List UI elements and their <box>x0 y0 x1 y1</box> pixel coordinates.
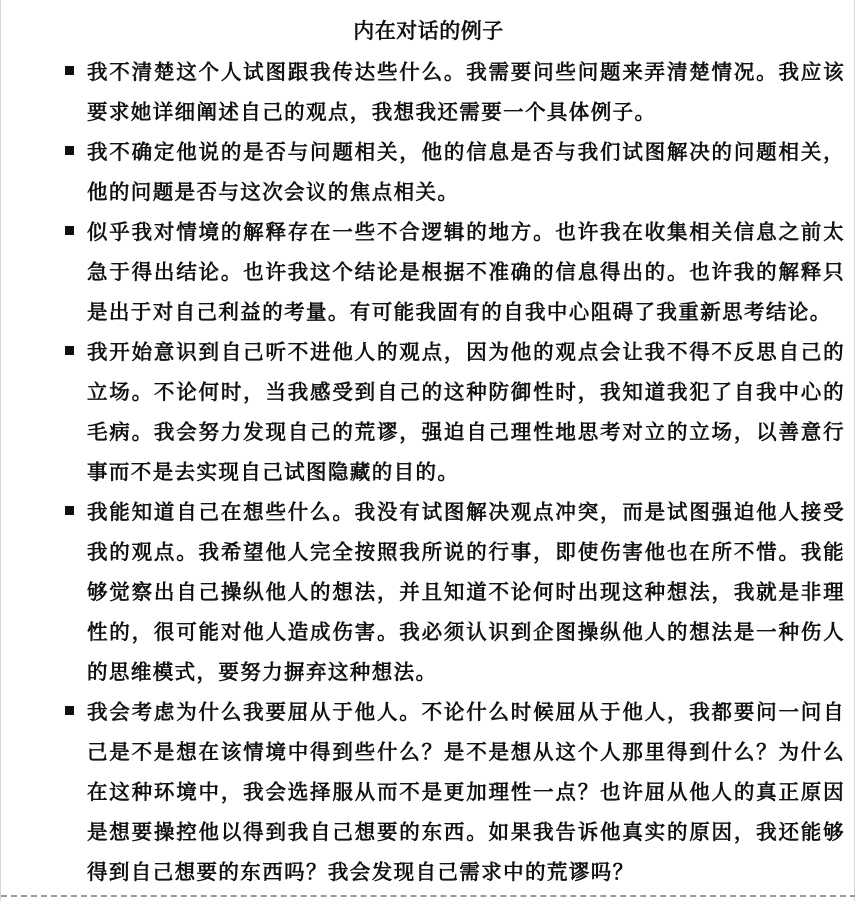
square-bullet-icon <box>65 706 74 715</box>
list-item-text: 我能知道自己在想些什么。我没有试图解决观点冲突，而是试图强迫他人接受我的观点。我希望他人完全按照我所说的行事，即使伤害他也在所不惜。我能够觉察出自己操纵他人的想法，并且知道不论何时出现这种想法，我就是非理性的，很可能对他人造成伤害。我必须认识到企图操纵他人的想法是一种伤人的思维模式，要努力摒弃这种想法。 <box>87 500 845 684</box>
document-title: 内在对话的例子 <box>353 18 504 43</box>
list-item-text: 我会考虑为什么我要屈从于他人。不论什么时候屈从于他人，我都要问一问自己是不是想在该情境中得到些什么？是不是想从这个人那里得到什么？为什么在这种环境中，我会选择服从而不是更加理性一点？也许屈从他人的真正原因是想要操控他以得到我自己想要的东西。如果我告诉他真实的原因，我还能够得到自己想要的东西吗？我会发现自己需求中的荒谬吗？ <box>87 700 845 884</box>
list-item <box>61 332 846 492</box>
list-item <box>61 52 846 132</box>
square-bullet-icon <box>65 146 74 155</box>
list-item-text: 我不清楚这个人试图跟我传达些什么。我需要问些问题来弄清楚情况。我应该要求她详细阐述自己的观点，我想我还需要一个具体例子。 <box>87 60 845 124</box>
list-item-text: 我不确定他说的是否与问题相关，他的信息是否与我们试图解决的问题相关，他的问题是否与这次会议的焦点相关。 <box>87 140 845 204</box>
square-bullet-icon <box>65 226 74 235</box>
list-item <box>61 692 846 892</box>
bottom-border <box>1 895 855 897</box>
list-item <box>61 212 846 332</box>
list-item-text: 似乎我对情境的解释存在一些不合逻辑的地方。也许我在收集相关信息之前太急于得出结论。也许我这个结论是根据不准确的信息得出的。也许我的解释只是出于对自己利益的考量。有可能我固有的自我中心阻碍了我重新思考结论。 <box>87 220 845 324</box>
square-bullet-icon <box>65 346 74 355</box>
bullet-list <box>1 52 855 892</box>
list-item <box>61 492 846 692</box>
square-bullet-icon <box>65 506 74 515</box>
list-item <box>61 132 846 212</box>
list-item-text: 我开始意识到自己听不进他人的观点，因为他的观点会让我不得不反思自己的立场。不论何时，当我感受到自己的这种防御性时，我知道我犯了自我中心的毛病。我会努力发现自己的荒谬，强迫自己理性地思考对立的立场，以善意行事而不是去实现自己试图隐藏的目的。 <box>87 340 845 484</box>
square-bullet-icon <box>65 66 74 75</box>
